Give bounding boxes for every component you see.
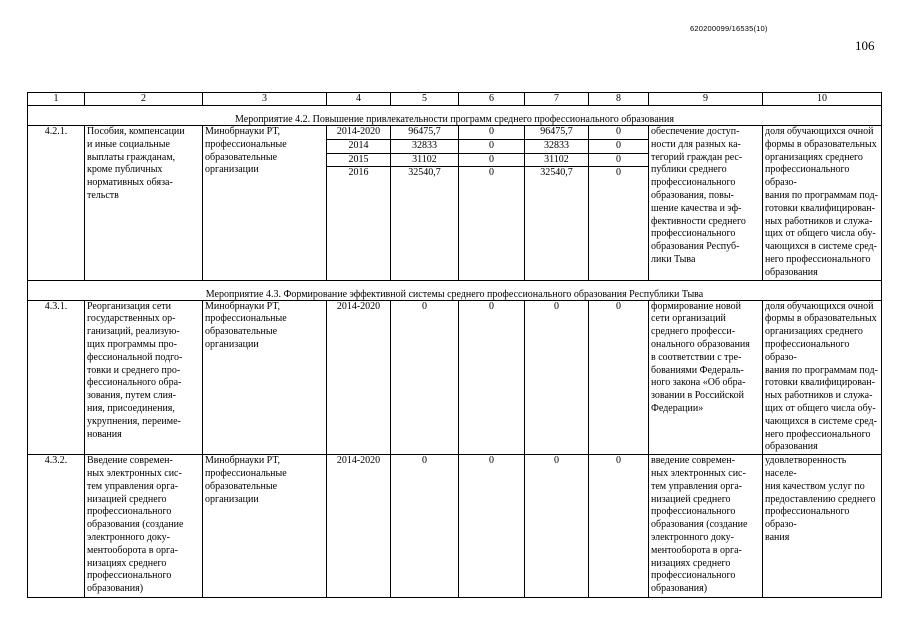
column-number: 1 (28, 93, 85, 106)
expected-result: обеспечение доступ- ности для разных ка- тегорий граждан рес- публики среднего профессионального образования, повы- шение качества и эф- фективности среднего профессионального образования Респуб- лики Тыва (649, 126, 763, 281)
expected-result: введение современ- ных электронных сис- тем управления орга- низацией среднего профессионального образования (создание электронного доку- ментооборота в орга- низациях среднего профессионального образования) (649, 455, 763, 598)
republic-value: 96475,7 (525, 126, 588, 140)
years-cell: 2014-2020 (327, 455, 391, 598)
column-number: 9 (649, 93, 763, 106)
page-number: 106 (855, 38, 875, 53)
federal-cell (459, 126, 525, 281)
year-value: 2014 (327, 140, 390, 154)
other-value: 0 (589, 154, 648, 168)
activity-name: Реорганизация сети государственных ор- ганизаций, реализую- щих программы про- фессиональной подго- товки и среднего про- фессионального обра- зования, путем слия- ния, присоединения, укрупнения, переиме- нования (85, 300, 203, 455)
expected-result: формирование новой сети организаций среднего професси- онального образования в соответствии с тре- бованиями Федераль- ного закона «Об обра- зовании в Российской Федерации» (649, 300, 763, 455)
republic-value: 32540,7 (540, 167, 573, 179)
column-number: 2 (85, 93, 203, 106)
years-cell: 2014-2020 (327, 300, 391, 455)
other-value: 0 (589, 300, 649, 455)
column-number: 8 (589, 93, 649, 106)
section-row (28, 106, 882, 126)
row-code: 4.3.1. (28, 300, 85, 455)
column-number-row (28, 93, 882, 106)
indicator: доля обучающихся очной формы в образовательных организациях среднего профессионального образо- вания по программам под- готовки квалифицирован- ных работников и служа- щих от общего числа обу- чающихся в системе сред- него профессионального образования (763, 126, 882, 281)
document-id: 620200099/16535(10) (690, 24, 768, 33)
section-title-4-3: Мероприятие 4.3. Формирование эффективной системы среднего профессионального образования Республики Тыва (28, 280, 882, 300)
republic-value: 31102 (525, 154, 588, 168)
total-value: 0 (391, 455, 459, 598)
other-value: 0 (589, 126, 648, 140)
executor: Минобрнауки РТ, профессиональные образовательные организации (203, 455, 327, 598)
total-value: 32833 (391, 140, 458, 154)
republic-value: 0 (525, 455, 589, 598)
year-value: 2014-2020 (327, 126, 390, 140)
executor: Минобрнауки РТ, профессиональные образовательные организации (203, 126, 327, 281)
executor: Минобрнауки РТ, профессиональные образовательные организации (203, 300, 327, 455)
years-cell (327, 126, 391, 281)
other-value: 0 (589, 455, 649, 598)
other-value: 0 (616, 167, 621, 179)
table-row (28, 126, 882, 281)
column-number: 3 (203, 93, 327, 106)
activity-name: Введение современ- ных электронных сис- тем управления орга- низацией среднего профессионального образования (создание электронного доку- ментооборота в орга- низациях среднего профессионального образования) (85, 455, 203, 598)
column-number: 4 (327, 93, 391, 106)
year-value: 2015 (327, 154, 390, 168)
other-cell (589, 126, 649, 281)
row-code: 4.3.2. (28, 455, 85, 598)
total-cell (391, 126, 459, 281)
republic-value: 0 (525, 300, 589, 455)
indicator: удовлетворенность населе- ния качеством услуг по предоставлению среднего профессионального образо- вания (763, 455, 882, 598)
total-value: 32540,7 (408, 167, 441, 179)
program-table (27, 92, 882, 598)
federal-value: 0 (459, 140, 524, 154)
table-row (28, 300, 882, 455)
federal-value: 0 (459, 455, 525, 598)
republic-value: 32833 (525, 140, 588, 154)
section-title-4-2: Мероприятие 4.2. Повышение привлекательности программ среднего профессионального образования (28, 106, 882, 126)
table-row (28, 455, 882, 598)
column-number: 5 (391, 93, 459, 106)
year-value: 2016 (348, 167, 369, 179)
federal-value: 0 (459, 300, 525, 455)
federal-value: 0 (489, 167, 494, 179)
republic-cell (525, 126, 589, 281)
federal-value: 0 (459, 154, 524, 168)
column-number: 6 (459, 93, 525, 106)
total-value: 0 (391, 300, 459, 455)
column-number: 10 (763, 93, 882, 106)
activity-name: Пособия, компенсации и иные социальные выплаты гражданам, кроме публичных нормативных обяза- тельств (85, 126, 203, 281)
total-value: 96475,7 (391, 126, 458, 140)
federal-value: 0 (459, 126, 524, 140)
total-value: 31102 (391, 154, 458, 168)
column-number: 7 (525, 93, 589, 106)
indicator: доля обучающихся очной формы в образовательных организациях среднего профессионального образо- вания по программам под- готовки квалифицирован- ных работников и служа- щих от общего числа обу- чающихся в системе сред- него профессионального образования (763, 300, 882, 455)
other-value: 0 (589, 140, 648, 154)
section-row (28, 280, 882, 300)
row-code: 4.2.1. (28, 126, 85, 281)
